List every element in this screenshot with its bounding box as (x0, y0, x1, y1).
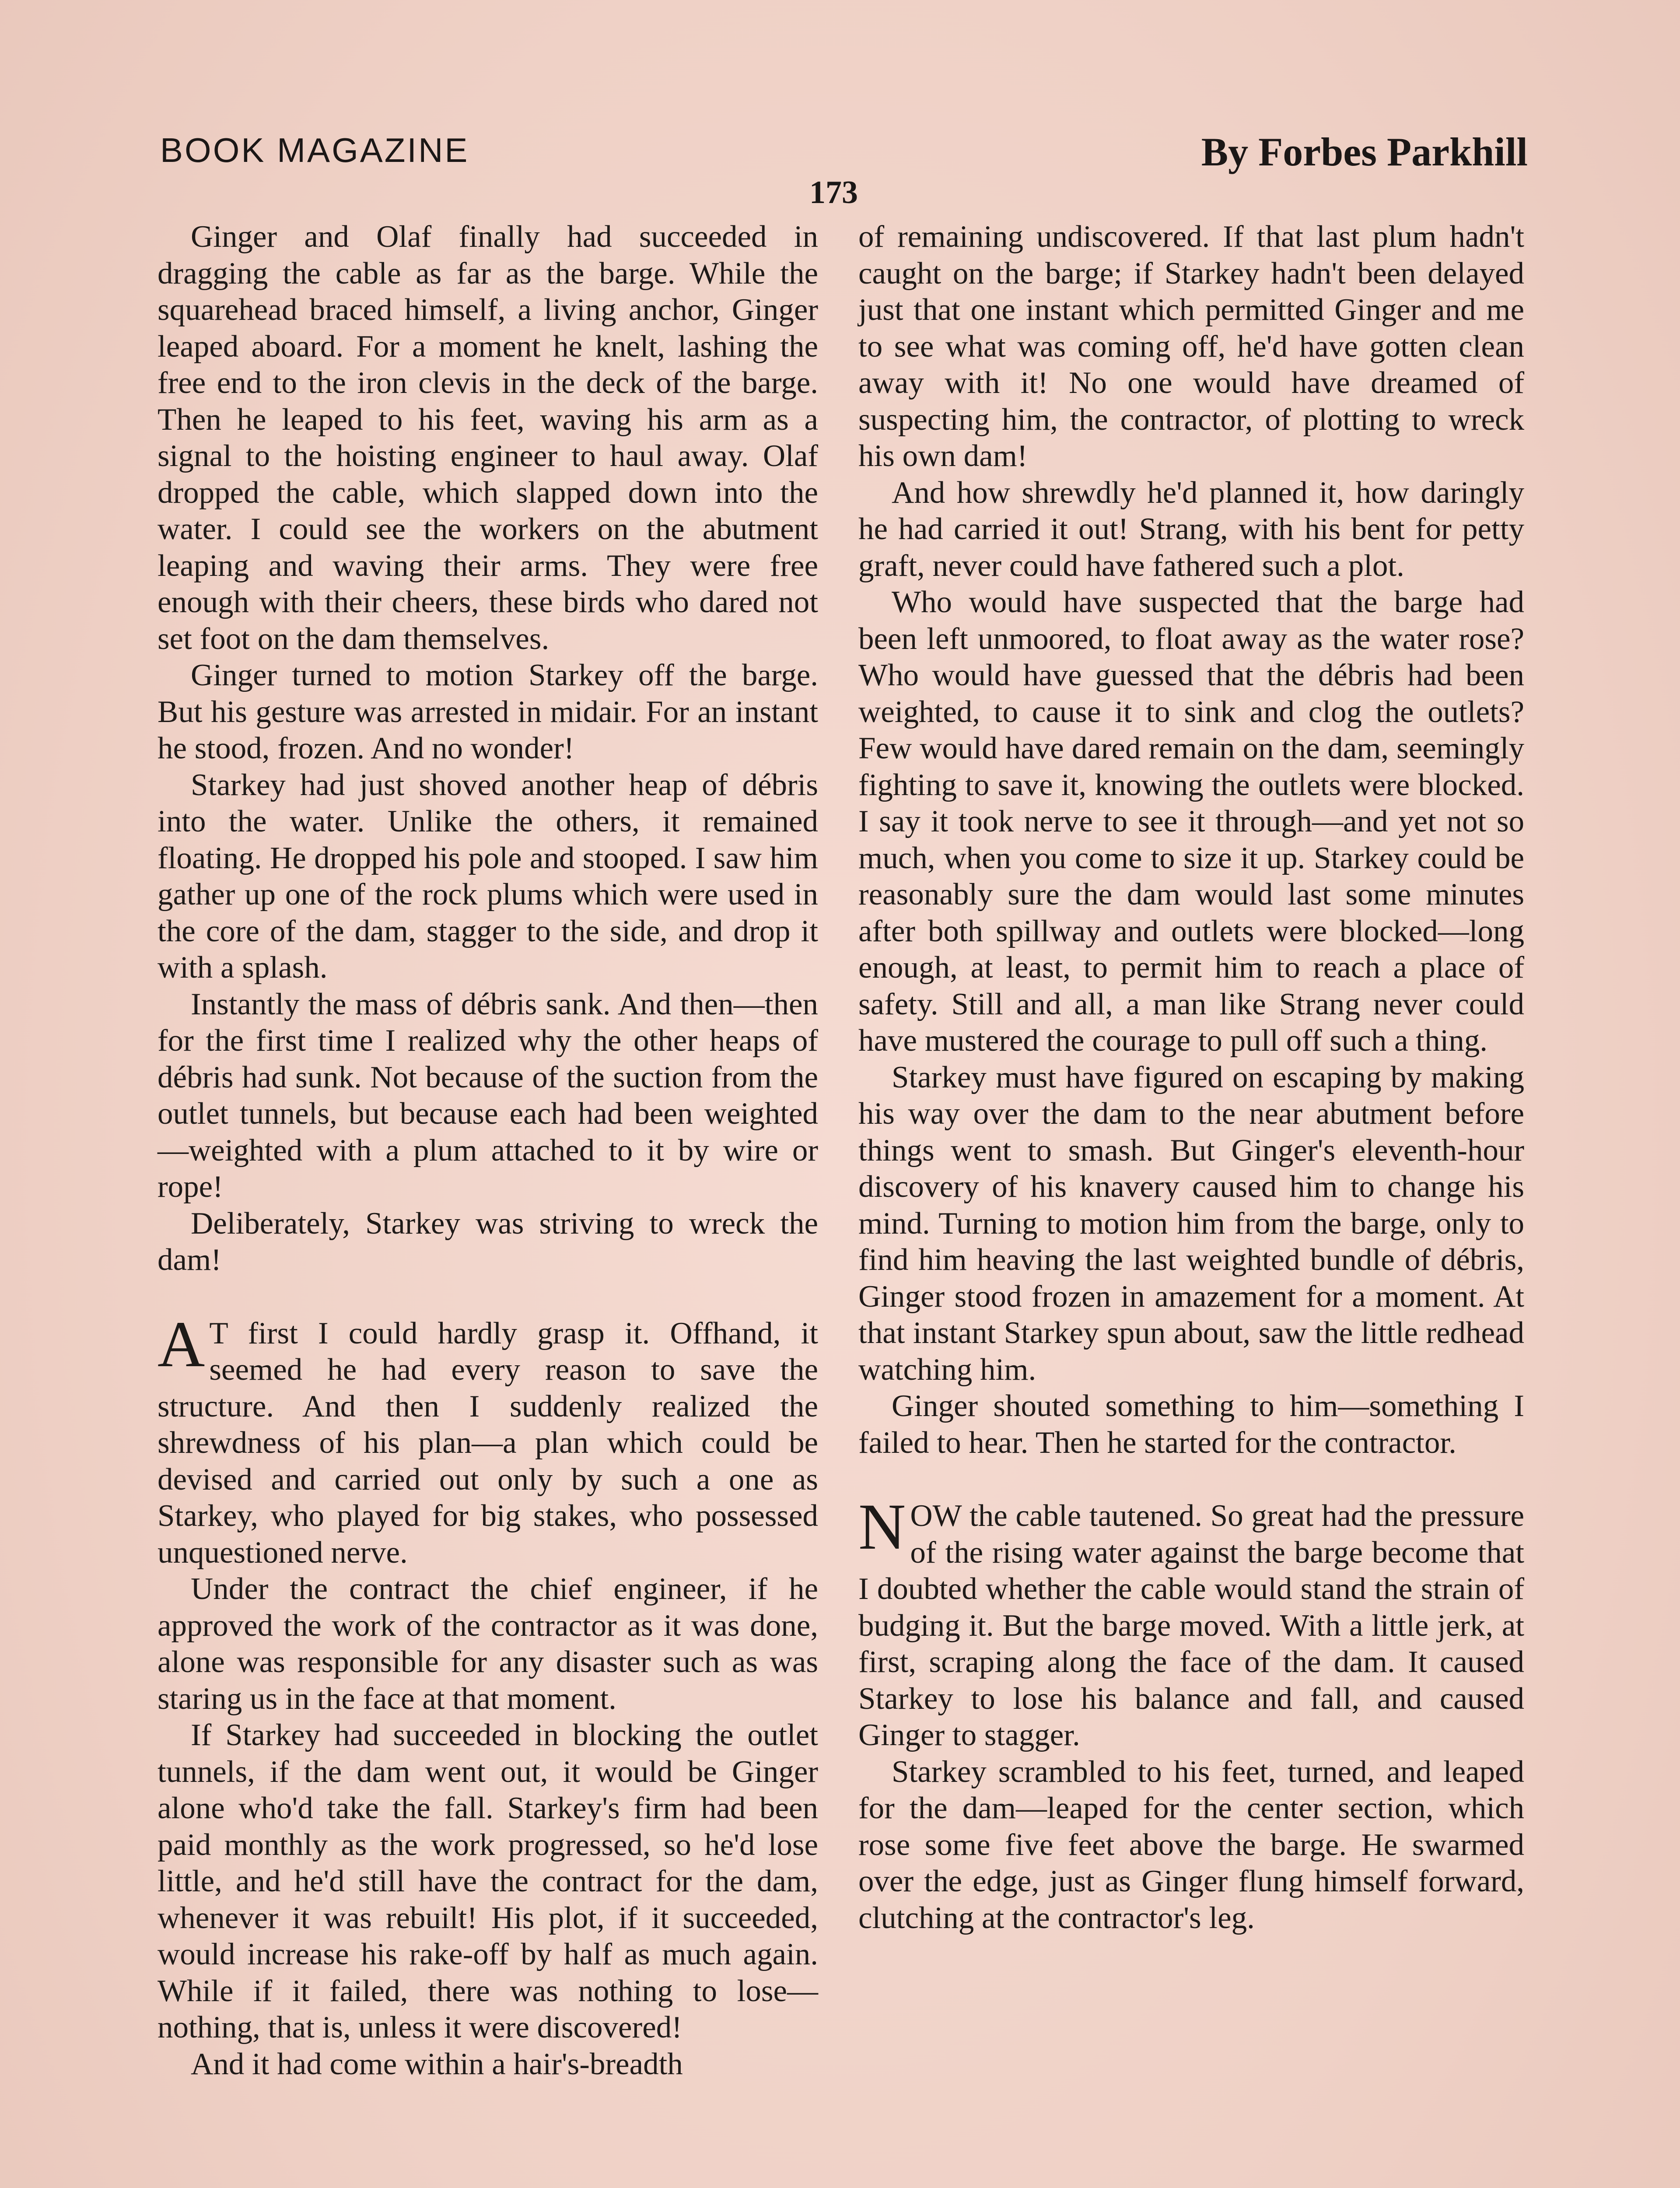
paragraph: Ginger and Olaf finally had succeeded in dragging the cable as far as the barge. While the squarehead braced himself, a living anchor, Ginger leaped aboard. For a moment he knelt, lashing the free end to the iron clevis in the deck of the barge. Then he leaped to his feet, waving his arm as a signal to the hoisting engineer to haul away. Olaf dropped the cable, which slapped down into the water. I could see the workers on the abutment leaping and waving their arms. They were free enough with their cheers, these birds who dared not set foot on the dam themselves. (158, 220, 818, 656)
section-first-text: T first I could hardly grasp it. Offhand, it seemed he had every reason to save the structure. And then I suddenly realized the shrewdness of his plan—a plan which could be devised and carried out only by such a one as Starkey, who played for big stakes, who possessed unquestioned nerve. (158, 1316, 818, 1570)
paragraph: Who would have suspected that the barge had been left unmoored, to float away as the water rose? Who would have guessed that the débris had been weighted, to cause it to sink and clog the outlets? Few would have dared remain on the dam, seemingly fighting to save it, knowing the outlets were blocked. I say it took nerve to see it through—and yet not so much, when you come to size it up. Starkey could be reasonably sure the dam would last some minutes after both spillway and outlets were blocked—long enough, at least, to permit him to reach a place of safety. Still and all, a man like Strang never could have mustered the courage to pull off such a thing. (858, 585, 1524, 1058)
continuation-paragraph: of remaining undiscovered. If that last plum hadn't caught on the barge; if Starkey hadn't been delayed just that one instant which permitted Ginger and me to see what was coming off, he'd have gotten clean away with it! No one would have dreamed of suspecting him, the contractor, of plotting to wreck his own dam! (858, 220, 1524, 473)
page-number: 173 (809, 175, 858, 210)
paragraph: Instantly the mass of débris sank. And then—then for the first time I realized why the other heaps of débris had sunk. Not because of the suction from the outlet tunnels, but because each had been weighted—weighted with a plum attached to it by wire or rope! (158, 987, 818, 1204)
drop-cap: N (858, 1490, 906, 1563)
paragraph: And how shrewdly he'd planned it, how daringly he had carried it out! Strang, with his bent for petty graft, never could have fathered such a plot. (858, 475, 1524, 583)
magazine-title: BOOK MAGAZINE (160, 131, 469, 169)
paragraph: Ginger shouted something to him—something I failed to hear. Then he started for the contractor. (858, 1389, 1524, 1460)
section-start-paragraph (858, 1490, 1524, 1754)
paragraph: If Starkey had succeeded in blocking the outlet tunnels, if the dam went out, it would be Ginger alone who'd take the fall. Starkey's firm had been paid monthly as the work progressed, so he'd lose little, and he'd still have the contract for the dam, whenever it was rebuilt! His plot, if it succeeded, would increase his rake-off by half as much again. While if it failed, there was nothing to lose—nothing, that is, unless it were discovered! (158, 1718, 818, 2044)
section-first-text: OW the cable tautened. So great had the pressure of the rising water against the barge become that I doubted whether the cable would stand the strain of budging it. But the barge moved. With a little jerk, at first, scraping along the face of the dam. It caused Starkey to lose his balance and fall, and caused Ginger to stagger. (858, 1499, 1524, 1752)
left-column (158, 219, 818, 2083)
paragraph: And it had come within a hair's-breadth (191, 2047, 683, 2081)
drop-cap: A (158, 1308, 205, 1381)
author-byline: By Forbes Parkhill (1201, 130, 1528, 174)
paragraph: Ginger turned to motion Starkey off the barge. But his gesture was arrested in midair. For an instant he stood, frozen. And no wonder! (158, 658, 818, 765)
section-start-paragraph (158, 1308, 818, 1571)
paragraph: Starkey had just shoved another heap of débris into the water. Unlike the others, it remained floating. He dropped his pole and stooped. I saw him gather up one of the rock plums which were used in the core of the dam, stagger to the side, and drop it with a splash. (158, 768, 818, 985)
paragraph: Starkey scrambled to his feet, turned, and leaped for the dam—leaped for the center section, which rose some five feet above the barge. He swarmed over the edge, just as Ginger flung himself forward, clutching at the contractor's leg. (858, 1754, 1524, 1935)
right-column (858, 219, 1524, 1936)
paragraph: Starkey must have figured on escaping by making his way over the dam to the near abutment before things went to smash. But Ginger's eleventh-hour discovery of his knavery caused him to change his mind. Turning to motion him from the barge, only to find him heaving the last weighted bundle of débris, Ginger stood frozen in amazement for a moment. At that instant Starkey spun about, saw the little redhead watching him. (858, 1060, 1524, 1387)
paragraph: Deliberately, Starkey was striving to wreck the dam! (158, 1206, 818, 1277)
paragraph: Under the contract the chief engineer, if he approved the work of the contractor as it was done, alone was responsible for any disaster such as was staring us in the face at that moment. (158, 1572, 818, 1716)
